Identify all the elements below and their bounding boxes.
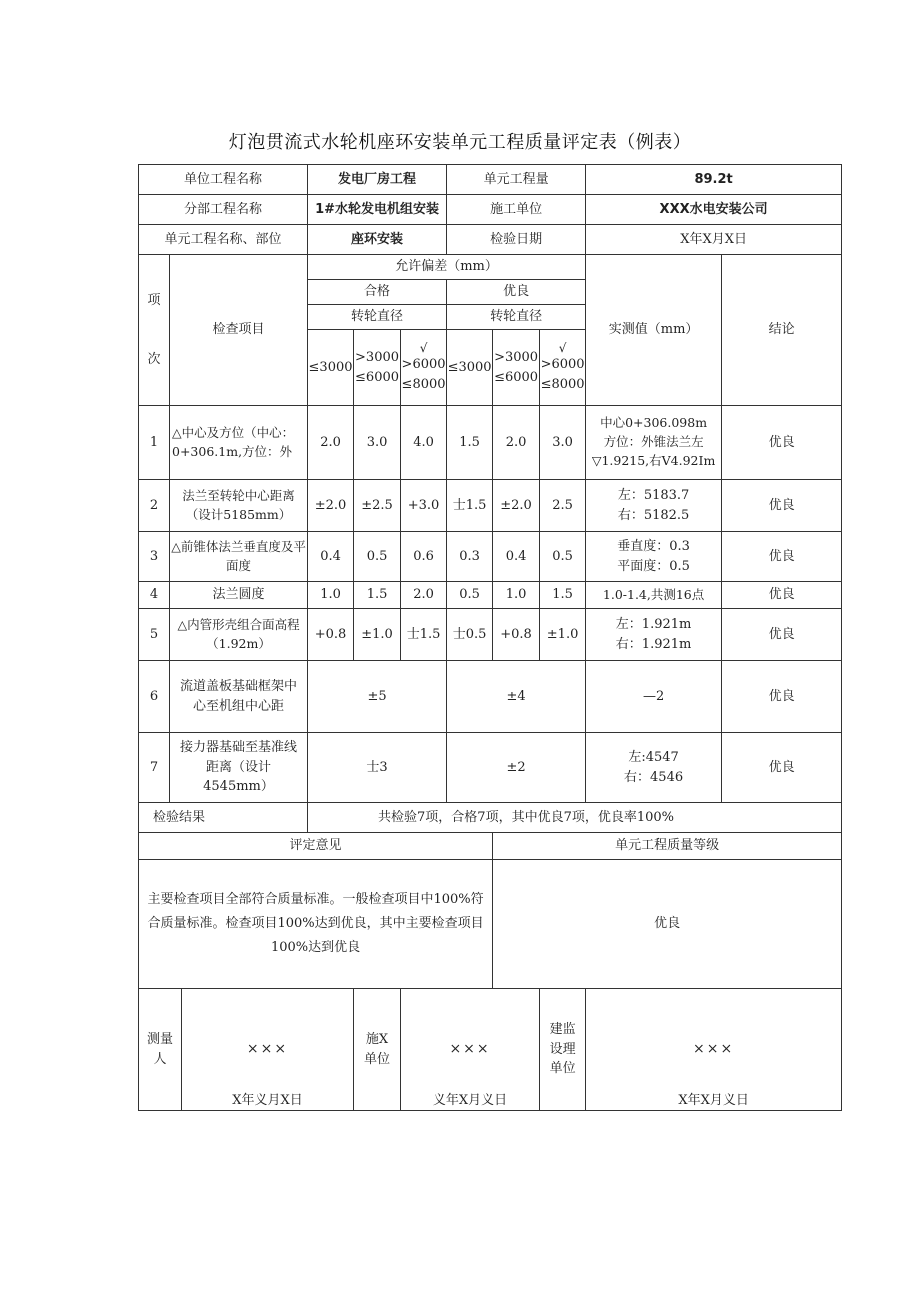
quality-evaluation-table xyxy=(138,164,842,1111)
table-row: 1 △中心及方位（中心：0+306.1m,方位：外 2.0 3.0 4.0 1.5 2.0 3.0 中心0+306.098m 方位：外锥法兰左▽1.9215,右V4.92Im 优良 xyxy=(139,406,842,480)
table-row: 7 接力器基础至基准线距离（设计4545mm） 士3 ±2 左:4547 右：4546 优良 xyxy=(139,733,842,803)
supervision-label: 建监 设理 单位 xyxy=(540,989,586,1111)
column-header-row-1 xyxy=(139,255,842,280)
unit-name-label: 单元工程名称、部位 xyxy=(139,225,308,255)
conclusion-header: 结论 xyxy=(722,255,842,406)
table-row: 2 法兰至转轮中心距离（设计5185mm） ±2.0 ±2.5 +3.0 士1.5 ±2.0 2.5 左：5183.7 右：5182.5 优良 xyxy=(139,480,842,532)
inspection-date-value: X年X月X日 xyxy=(586,225,842,255)
unit-project-value: 发电厂房工程 xyxy=(308,165,447,195)
tolerance-header: 允许偏差（mm） xyxy=(308,255,586,280)
sub-project-value: 1#水轮发电机组安装 xyxy=(308,195,447,225)
unit-quantity-value: 89.2t xyxy=(586,165,842,195)
unit-name-value: 座环安装 xyxy=(308,225,447,255)
page-title: 灯泡贯流式水轮机座环安装单元工程质量评定表（例表） xyxy=(228,132,692,153)
measured-header: 实测值（mm） xyxy=(586,255,722,406)
check-mark-icon: √ xyxy=(558,340,567,355)
runner-diameter-header-qualified: 转轮直径 xyxy=(308,305,447,330)
check-item-header: 检查项目 xyxy=(170,255,308,406)
qualified-header: 合格 xyxy=(308,280,447,305)
dia-range-2: >3000 ≤6000 xyxy=(354,330,401,406)
header-row-sub-project xyxy=(139,195,842,225)
evaluation-content-row xyxy=(139,860,842,989)
excellent-header: 优良 xyxy=(447,280,586,305)
surveyor-label: 测量 人 xyxy=(139,989,182,1111)
opinion-text: 主要检查项目全部符合质量标准。一般检查项目中100%符合质量标准。检查项目100%达到优良，其中主要检查项目100%达到优良 xyxy=(139,860,493,989)
runner-diameter-header-excellent: 转轮直径 xyxy=(447,305,586,330)
unit-quantity-label: 单元工程量 xyxy=(447,165,586,195)
dia-range-2-excellent: >3000 ≤6000 xyxy=(493,330,540,406)
inspection-result-label: 检验结果 xyxy=(139,803,308,833)
inspection-result-row xyxy=(139,803,842,833)
header-row-unit-name xyxy=(139,225,842,255)
table-row: 3 △前锥体法兰垂直度及平面度 0.4 0.5 0.6 0.3 0.4 0.5 垂直度：0.3 平面度：0.5 优良 xyxy=(139,532,842,582)
grade-label: 单元工程质量等级 xyxy=(493,833,842,860)
grade-value: 优良 xyxy=(493,860,842,989)
signature-row xyxy=(139,989,842,1111)
dia-range-3: √ >6000 ≤8000 xyxy=(401,330,447,406)
dia-range-3-excellent: √ >6000 ≤8000 xyxy=(540,330,586,406)
dia-range-1-excellent: ≤3000 xyxy=(447,330,493,406)
table-row: 4 法兰圆度 1.0 1.5 2.0 0.5 1.0 1.5 1.0-1.4,共测16点 优良 xyxy=(139,582,842,609)
construction-label: 施X 单位 xyxy=(354,989,401,1111)
construction-unit-value: XXX水电安装公司 xyxy=(586,195,842,225)
header-row-unit-project xyxy=(139,165,842,195)
check-mark-icon: √ xyxy=(419,340,428,355)
inspection-result-value: 共检验7项，合格7项，其中优良7项，优良率100% xyxy=(308,803,842,833)
construction-unit-label: 施工单位 xyxy=(447,195,586,225)
opinion-label: 评定意见 xyxy=(139,833,493,860)
inspection-date-label: 检验日期 xyxy=(447,225,586,255)
surveyor-signature: ××× X年义月X日 xyxy=(182,989,354,1111)
table-row: 6 流道盖板基础框架中心至机组中心距 ±5 ±4 —2 优良 xyxy=(139,661,842,733)
dia-range-1: ≤3000 xyxy=(308,330,354,406)
sub-project-label: 分部工程名称 xyxy=(139,195,308,225)
table-row: 5 △内管形壳组合面高程（1.92m） +0.8 ±1.0 士1.5 士0.5 +0.8 ±1.0 左：1.921m 右：1.921m 优良 xyxy=(139,609,842,661)
construction-signature: ××× 义年X月义日 xyxy=(401,989,540,1111)
unit-project-label: 单位工程名称 xyxy=(139,165,308,195)
item-no-header: 项 次 xyxy=(139,255,170,406)
evaluation-header-row xyxy=(139,833,842,860)
supervision-signature: ××× X年X月义日 xyxy=(586,989,842,1111)
